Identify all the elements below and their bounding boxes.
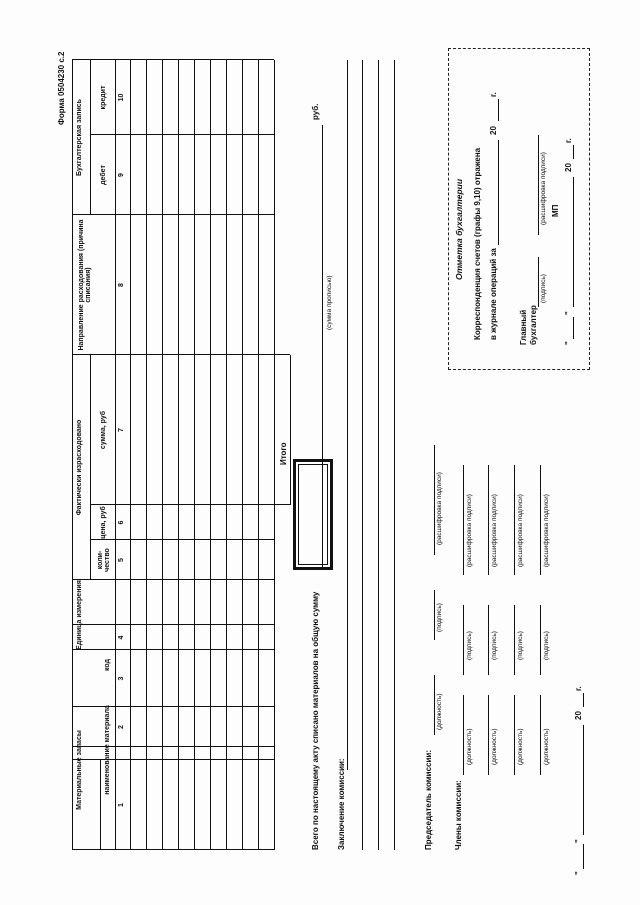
conclusion-line-2[interactable] bbox=[362, 60, 363, 850]
col-number-4: 4 bbox=[118, 635, 125, 640]
header-actual-group: Фактически израсходовано bbox=[76, 419, 83, 516]
col-number-6: 6 bbox=[118, 520, 125, 525]
form-code: Форма 0504230 с.2 bbox=[57, 51, 66, 125]
header-code: код bbox=[104, 658, 111, 672]
member4-decoding-caption: (расшифровка подписи) bbox=[543, 494, 550, 567]
chief-decoding-caption: (расшифровка подписи) bbox=[540, 152, 547, 225]
col-number-10: 10 bbox=[118, 93, 125, 102]
member4-signature-caption: (подпись) bbox=[543, 631, 550, 660]
sign-date-quote-close: " bbox=[574, 839, 583, 843]
chairman-position-caption: (должность) bbox=[436, 693, 443, 730]
col-number-2: 2 bbox=[118, 725, 125, 729]
conclusion-line-3[interactable] bbox=[378, 60, 379, 850]
member2-signature-caption: (подпись) bbox=[491, 631, 498, 660]
header-unit-group: Единица измерения bbox=[76, 580, 83, 650]
member2-decoding-caption: (расшифровка подписи) bbox=[491, 494, 498, 567]
header-credit: кредит bbox=[100, 85, 107, 110]
accounting-mark-year-suffix: г. bbox=[489, 92, 498, 97]
accounting-mark-line1: Корреспонденция счетов (графы 9,10) отражена bbox=[473, 147, 482, 340]
amount-words-caption: (сумма прописью) bbox=[326, 275, 333, 330]
stamp-label: МП bbox=[551, 204, 560, 217]
member3-position-caption: (должность) bbox=[517, 728, 524, 765]
sign-date-suffix: г. bbox=[574, 686, 583, 691]
total-label: Итого bbox=[279, 442, 288, 465]
conclusion-line-4[interactable] bbox=[394, 60, 395, 850]
chairman-signature-caption: (подпись) bbox=[436, 603, 443, 632]
header-materials-group: Материальные запасы bbox=[76, 730, 83, 810]
member1-signature-caption: (подпись) bbox=[466, 631, 473, 660]
mark-date-suffix: г. bbox=[564, 138, 573, 143]
member1-position-caption: (должность) bbox=[466, 728, 473, 765]
col-number-7: 7 bbox=[118, 428, 125, 432]
chairman-label: Председатель комиссии: bbox=[424, 750, 433, 850]
header-price: цена, руб bbox=[100, 506, 107, 539]
col-number-3: 3 bbox=[118, 676, 125, 681]
accounting-mark-line2: в журнале операций за bbox=[489, 248, 498, 340]
header-sum: сумма, руб bbox=[100, 410, 107, 450]
sign-date-year: 20 bbox=[574, 711, 583, 720]
mark-date-quote-close: " bbox=[564, 311, 573, 315]
member3-signature-caption: (подпись) bbox=[517, 631, 524, 660]
member2-position-caption: (должность) bbox=[491, 728, 498, 765]
conclusion-label: Заключение комиссии: bbox=[337, 758, 346, 850]
chairman-decoding-caption: (расшифровка подписи) bbox=[436, 472, 443, 545]
total-sum-text: Всего по настоящему акту списано материалов на общую сумму bbox=[311, 591, 320, 850]
accounting-mark-title: Отметка бухгалтерии bbox=[454, 178, 464, 280]
members-label: Члены комиссии: bbox=[454, 780, 463, 850]
header-debit: дебет bbox=[100, 165, 107, 185]
sign-date-quote-open: " bbox=[574, 871, 583, 875]
total-amount-box[interactable] bbox=[293, 459, 333, 570]
accounting-mark-year: 20 bbox=[489, 126, 498, 135]
member4-position-caption: (должность) bbox=[543, 728, 550, 765]
member1-decoding-caption: (расшифровка подписи) bbox=[466, 494, 473, 567]
chief-accountant-label-2: бухгалтер bbox=[529, 305, 538, 345]
col-number-5: 5 bbox=[118, 558, 125, 562]
chief-signature-caption: (подпись) bbox=[540, 274, 547, 303]
col-number-1: 1 bbox=[118, 803, 125, 807]
header-quantity: коли-чество bbox=[97, 548, 112, 572]
mark-date-quote-open: " bbox=[564, 341, 573, 345]
header-direction: Направление расходования (причина списания) bbox=[78, 219, 93, 351]
header-material-name: наименование материала bbox=[104, 705, 111, 795]
header-accounting-group: Бухгалтерская запись bbox=[76, 99, 83, 176]
col-number-8: 8 bbox=[118, 283, 125, 287]
mark-date-year: 20 bbox=[564, 163, 573, 172]
chief-accountant-label-1: Главный bbox=[519, 309, 528, 345]
member3-decoding-caption: (расшифровка подписи) bbox=[517, 494, 524, 567]
currency-label: руб. bbox=[311, 103, 320, 120]
col-number-9: 9 bbox=[118, 173, 125, 177]
